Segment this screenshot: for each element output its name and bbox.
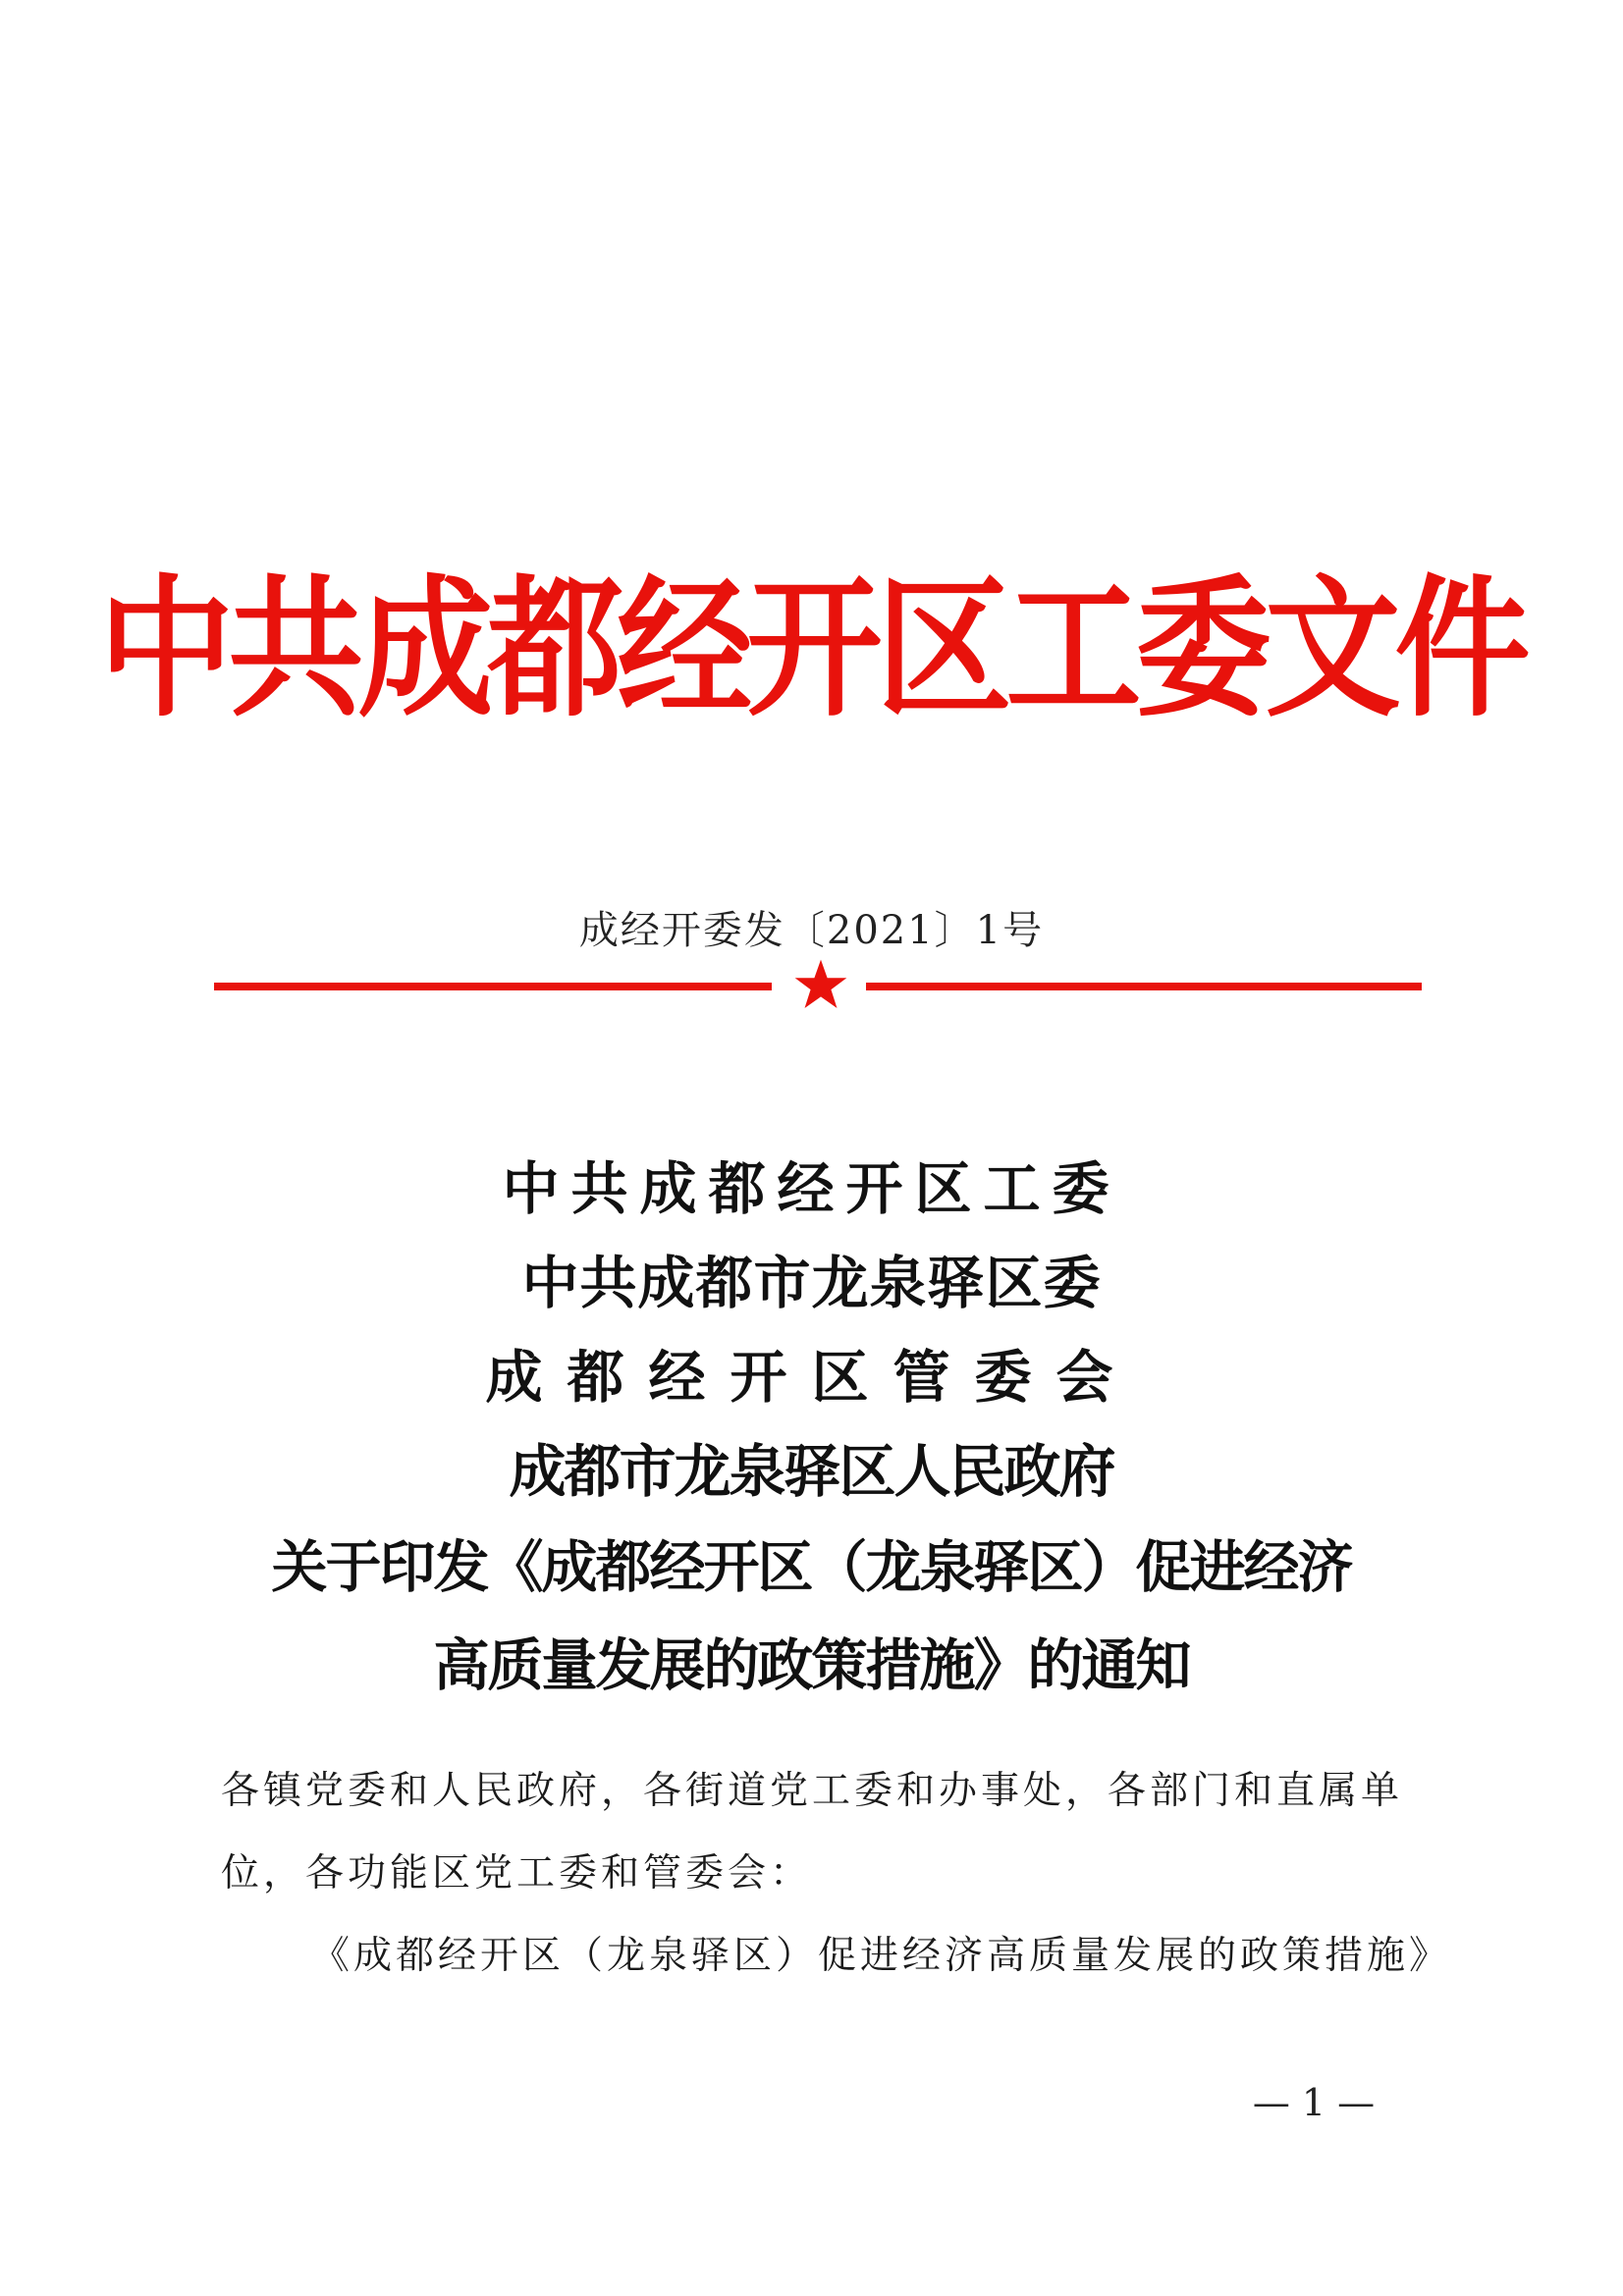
title-line-2: 高质量发展的政策措施》的通知 [433, 1632, 1190, 1698]
red-divider-left [214, 983, 772, 990]
masthead-title: 中共成都经开区工委文件 [98, 558, 1525, 738]
red-divider-right [866, 983, 1422, 990]
issuer-line: 中共成都经开区工委 [502, 1155, 1121, 1222]
star-icon [793, 958, 848, 1013]
addressee-paragraph: 各镇党委和人民政府，各街道党工委和办事处，各部门和直属单位，各功能区党工委和管委会： [221, 1769, 1404, 1896]
title-line-1: 关于印发《成都经开区（龙泉驿区）促进经济 [271, 1534, 1352, 1600]
issuer-line: 成都经开区管委会 [485, 1344, 1138, 1411]
body-paragraph: 《成都经开区（龙泉驿区）促进经济高质量发展的政策措施》 [311, 1934, 1452, 1978]
document-number: 成经开委发〔2021〕1号 [578, 908, 1045, 953]
page-number: — 1 — [1252, 2081, 1376, 2124]
issuer-list [0, 1142, 1623, 1519]
document-body [221, 1750, 1452, 1998]
issuer-line: 中共成都市龙泉驿区委 [521, 1250, 1102, 1316]
document-title [0, 1519, 1623, 1715]
issuer-line: 成都市龙泉驿区人民政府 [509, 1438, 1114, 1505]
